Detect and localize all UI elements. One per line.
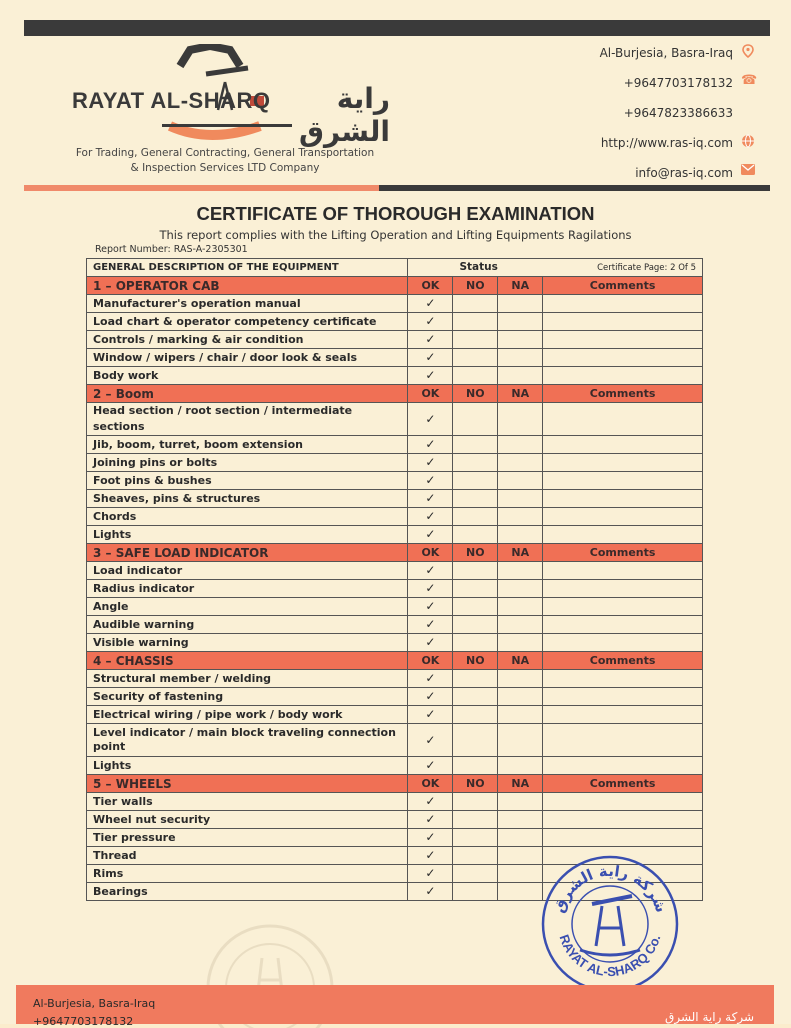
status-cell-na	[498, 472, 543, 490]
website-text: http://www.ras-iq.com	[600, 136, 733, 150]
checkmark-icon: ✓	[425, 689, 436, 703]
status-cell-no	[453, 403, 498, 436]
col-comments-header: Comments	[543, 277, 703, 295]
checkmark-icon: ✓	[425, 563, 436, 577]
table-row	[87, 508, 703, 526]
comments-cell	[543, 508, 703, 526]
status-cell-ok	[408, 403, 453, 436]
status-cell-ok	[408, 793, 453, 811]
section-title: 1 – OPERATOR CAB	[87, 277, 408, 295]
col-na-header: NA	[498, 775, 543, 793]
comments-cell	[543, 688, 703, 706]
status-cell-ok	[408, 706, 453, 724]
status-cell-na	[498, 562, 543, 580]
divider-accent	[24, 185, 379, 191]
status-cell-ok	[408, 580, 453, 598]
checkmark-icon: ✓	[425, 509, 436, 523]
status-cell-no	[453, 706, 498, 724]
status-cell-ok	[408, 295, 453, 313]
table-row	[87, 526, 703, 544]
status-cell-no	[453, 847, 498, 865]
globe-icon	[741, 134, 755, 148]
table-row	[87, 724, 703, 757]
checkmark-icon: ✓	[425, 491, 436, 505]
status-cell-ok	[408, 490, 453, 508]
checkmark-icon: ✓	[425, 473, 436, 487]
table-row	[87, 688, 703, 706]
comments-cell	[543, 598, 703, 616]
table-row	[87, 562, 703, 580]
table-row	[87, 313, 703, 331]
status-cell-na	[498, 436, 543, 454]
item-label: Bearings	[87, 883, 408, 901]
table-row	[87, 757, 703, 775]
status-cell-no	[453, 865, 498, 883]
status-cell-ok	[408, 883, 453, 901]
col-comments-header: Comments	[543, 544, 703, 562]
checkmark-icon: ✓	[425, 707, 436, 721]
svg-text:شركة راية الشرق	[550, 862, 671, 915]
top-bar	[24, 20, 770, 36]
status-cell-no	[453, 295, 498, 313]
checkmark-icon: ✓	[425, 812, 436, 826]
col-na-header: NA	[498, 544, 543, 562]
section-title: 4 – CHASSIS	[87, 652, 408, 670]
comments-cell	[543, 757, 703, 775]
footer-address: Al-Burjesia, Basra-Iraq	[33, 997, 156, 1010]
status-cell-na	[498, 811, 543, 829]
item-label: Rims	[87, 865, 408, 883]
location-pin-icon	[741, 44, 755, 58]
item-label: Thread	[87, 847, 408, 865]
stamp-arabic-text: شركة راية الشرق	[549, 861, 671, 915]
phone-1-text: +9647703178132	[623, 76, 733, 90]
status-cell-ok	[408, 670, 453, 688]
general-description-header: GENERAL DESCRIPTION OF THE EQUIPMENT	[87, 259, 408, 277]
item-label: Electrical wiring / pipe work / body work	[87, 706, 408, 724]
table-row	[87, 598, 703, 616]
document-title: CERTIFICATE OF THOROUGH EXAMINATION	[196, 203, 595, 224]
status-cell-ok	[408, 526, 453, 544]
contact-phone-2	[600, 104, 755, 134]
contact-website	[600, 134, 755, 164]
item-label: Sheaves, pins & structures	[87, 490, 408, 508]
status-cell-ok	[408, 436, 453, 454]
status-cell-na	[498, 865, 543, 883]
comments-cell	[543, 793, 703, 811]
item-label: Body work	[87, 367, 408, 385]
status-cell-ok	[408, 454, 453, 472]
status-label: Status	[459, 261, 498, 273]
item-label: Radius indicator	[87, 580, 408, 598]
table-row	[87, 829, 703, 847]
item-label: Jib, boom, turret, boom extension	[87, 436, 408, 454]
item-label: Lights	[87, 526, 408, 544]
table-row	[87, 331, 703, 349]
status-cell-no	[453, 472, 498, 490]
item-label: Tier walls	[87, 793, 408, 811]
status-cell-ok	[408, 598, 453, 616]
footer-company-ar: شركة راية الشرق	[665, 1010, 754, 1024]
section-header-row	[87, 775, 703, 793]
item-label: Manufacturer's operation manual	[87, 295, 408, 313]
comments-cell	[543, 670, 703, 688]
status-cell-no	[453, 313, 498, 331]
comments-cell	[543, 490, 703, 508]
status-cell-na	[498, 634, 543, 652]
col-na-header: NA	[498, 277, 543, 295]
status-cell-ok	[408, 829, 453, 847]
email-text: info@ras-iq.com	[635, 166, 733, 180]
phone-spacer	[741, 104, 755, 118]
status-cell-na	[498, 616, 543, 634]
item-label: Load indicator	[87, 562, 408, 580]
comments-cell	[543, 811, 703, 829]
status-cell-na	[498, 508, 543, 526]
status-cell-no	[453, 634, 498, 652]
company-name-ar: راية الشرق	[298, 82, 390, 148]
checkmark-icon: ✓	[425, 848, 436, 862]
col-ok-header: OK	[408, 385, 453, 403]
item-label: Foot pins & bushes	[87, 472, 408, 490]
tagline-line-2: & Inspection Services LTD Company	[130, 162, 320, 174]
table-row	[87, 472, 703, 490]
checkmark-icon: ✓	[425, 455, 436, 469]
status-cell-ok	[408, 508, 453, 526]
table-row	[87, 793, 703, 811]
comments-cell	[543, 706, 703, 724]
col-ok-header: OK	[408, 277, 453, 295]
status-cell-no	[453, 688, 498, 706]
status-cell-no	[453, 436, 498, 454]
telephone-icon: ☎	[741, 73, 758, 88]
status-cell-na	[498, 670, 543, 688]
status-cell-no	[453, 526, 498, 544]
table-row	[87, 670, 703, 688]
company-stamp	[540, 854, 680, 994]
status-cell-na	[498, 829, 543, 847]
item-label: Load chart & operator competency certificate	[87, 313, 408, 331]
col-comments-header: Comments	[543, 385, 703, 403]
status-cell-na	[498, 295, 543, 313]
table-row	[87, 367, 703, 385]
col-no-header: NO	[453, 775, 498, 793]
checkmark-icon: ✓	[425, 617, 436, 631]
comments-cell	[543, 367, 703, 385]
checkmark-icon: ✓	[425, 794, 436, 808]
status-cell-no	[453, 349, 498, 367]
item-label: Wheel nut security	[87, 811, 408, 829]
status-cell-na	[498, 313, 543, 331]
comments-cell	[543, 616, 703, 634]
section-header-row	[87, 652, 703, 670]
item-label: Chords	[87, 508, 408, 526]
checkmark-icon: ✓	[425, 332, 436, 346]
status-cell-no	[453, 883, 498, 901]
item-label: Joining pins or bolts	[87, 454, 408, 472]
item-label: Window / wipers / chair / door look & seals	[87, 349, 408, 367]
status-cell-na	[498, 688, 543, 706]
status-cell-ok	[408, 331, 453, 349]
checkmark-icon: ✓	[425, 368, 436, 382]
status-cell-no	[453, 331, 498, 349]
table-row	[87, 706, 703, 724]
status-cell-no	[453, 811, 498, 829]
comments-cell	[543, 829, 703, 847]
comments-cell	[543, 403, 703, 436]
status-cell-ok	[408, 865, 453, 883]
status-cell-na	[498, 331, 543, 349]
col-no-header: NO	[453, 277, 498, 295]
status-cell-no	[453, 367, 498, 385]
contact-address	[600, 44, 755, 74]
certificate-page-number: Certificate Page: 2 Of 5	[597, 263, 696, 273]
status-cell-na	[498, 580, 543, 598]
item-label: Lights	[87, 757, 408, 775]
checkmark-icon: ✓	[425, 671, 436, 685]
table-row	[87, 349, 703, 367]
col-comments-header: Comments	[543, 652, 703, 670]
col-comments-header: Comments	[543, 775, 703, 793]
table-row	[87, 490, 703, 508]
status-cell-no	[453, 580, 498, 598]
status-cell-na	[498, 403, 543, 436]
status-cell-na	[498, 598, 543, 616]
section-title: 3 – SAFE LOAD INDICATOR	[87, 544, 408, 562]
header-divider	[24, 185, 770, 191]
item-label: Visible warning	[87, 634, 408, 652]
comments-cell	[543, 526, 703, 544]
company-name-en: RAYAT AL-SHARQ	[72, 88, 271, 113]
table-row	[87, 811, 703, 829]
section-header-row	[87, 544, 703, 562]
col-no-header: NO	[453, 652, 498, 670]
col-no-header: NO	[453, 544, 498, 562]
contact-phone-1	[600, 73, 758, 104]
envelope-icon	[741, 164, 755, 178]
item-label: Angle	[87, 598, 408, 616]
comments-cell	[543, 331, 703, 349]
checkmark-icon: ✓	[425, 599, 436, 613]
item-label: Security of fastening	[87, 688, 408, 706]
comments-cell	[543, 349, 703, 367]
comments-cell	[543, 580, 703, 598]
status-cell-no	[453, 598, 498, 616]
company-logo	[60, 44, 390, 148]
status-cell-no	[453, 670, 498, 688]
table-row	[87, 616, 703, 634]
checkmark-icon: ✓	[425, 830, 436, 844]
report-number: Report Number: RAS-A-2305301	[95, 244, 248, 255]
status-cell-no	[453, 562, 498, 580]
checkmark-icon: ✓	[425, 314, 436, 328]
table-row	[87, 580, 703, 598]
table-row	[87, 634, 703, 652]
status-cell-no	[453, 793, 498, 811]
checkmark-icon: ✓	[425, 732, 436, 747]
comments-cell	[543, 472, 703, 490]
divider-dark	[379, 185, 770, 191]
item-label: Controls / marking & air condition	[87, 331, 408, 349]
footer-bar	[16, 985, 774, 1028]
company-tagline	[60, 146, 390, 176]
status-cell-na	[498, 490, 543, 508]
tagline-line-1: For Trading, General Contracting, General Transportation	[75, 147, 375, 159]
status-cell-na	[498, 883, 543, 901]
status-cell-ok	[408, 313, 453, 331]
status-cell-ok	[408, 724, 453, 757]
comments-cell	[543, 454, 703, 472]
checkmark-icon: ✓	[425, 437, 436, 451]
status-cell-na	[498, 757, 543, 775]
contact-block	[599, 44, 758, 194]
status-cell-no	[453, 508, 498, 526]
section-header-row	[87, 385, 703, 403]
status-cell-na	[498, 526, 543, 544]
status-cell-no	[453, 454, 498, 472]
item-label: Structural member / welding	[87, 670, 408, 688]
checkmark-icon: ✓	[425, 581, 436, 595]
col-na-header: NA	[498, 385, 543, 403]
address-text: Al-Burjesia, Basra-Iraq	[599, 46, 733, 60]
status-cell-ok	[408, 367, 453, 385]
status-cell-na	[498, 847, 543, 865]
comments-cell	[543, 634, 703, 652]
status-cell-na	[498, 349, 543, 367]
table-row	[87, 295, 703, 313]
checkmark-icon: ✓	[425, 758, 436, 772]
stamp-seal-icon	[540, 854, 680, 994]
item-label: Head section / root section / intermediate sections	[87, 403, 408, 436]
footer-phone: +9647703178132	[33, 1015, 134, 1028]
status-cell-na	[498, 454, 543, 472]
checkmark-icon: ✓	[425, 296, 436, 310]
status-cell-na	[498, 706, 543, 724]
table-row	[87, 454, 703, 472]
comments-cell	[543, 295, 703, 313]
status-cell-na	[498, 724, 543, 757]
status-cell-na	[498, 793, 543, 811]
status-cell-ok	[408, 847, 453, 865]
item-label: Audible warning	[87, 616, 408, 634]
document-subtitle: This report complies with the Lifting Operation and Lifting Equipments Ragilations	[159, 228, 632, 242]
table-row	[87, 403, 703, 436]
status-cell-no	[453, 829, 498, 847]
status-header	[408, 259, 703, 277]
col-ok-header: OK	[408, 544, 453, 562]
table-row	[87, 436, 703, 454]
item-label: Tier pressure	[87, 829, 408, 847]
status-cell-no	[453, 757, 498, 775]
checkmark-icon: ✓	[425, 635, 436, 649]
general-header-row	[87, 259, 703, 277]
section-title: 5 – WHEELS	[87, 775, 408, 793]
comments-cell	[543, 436, 703, 454]
status-cell-ok	[408, 811, 453, 829]
stamp-english-text: RAYAT AL-SHARQ Co.	[556, 932, 664, 980]
col-na-header: NA	[498, 652, 543, 670]
status-cell-ok	[408, 634, 453, 652]
comments-cell	[543, 313, 703, 331]
checkmark-icon: ✓	[425, 350, 436, 364]
status-cell-ok	[408, 757, 453, 775]
section-title: 2 – Boom	[87, 385, 408, 403]
status-cell-ok	[408, 349, 453, 367]
checkmark-icon: ✓	[425, 884, 436, 898]
status-cell-ok	[408, 472, 453, 490]
col-no-header: NO	[453, 385, 498, 403]
status-cell-no	[453, 616, 498, 634]
checkmark-icon: ✓	[425, 866, 436, 880]
examination-table	[86, 258, 703, 901]
status-cell-no	[453, 490, 498, 508]
col-ok-header: OK	[408, 652, 453, 670]
status-cell-ok	[408, 562, 453, 580]
status-cell-ok	[408, 616, 453, 634]
checkmark-icon: ✓	[425, 527, 436, 541]
item-label: Level indicator / main block traveling connection point	[87, 724, 408, 757]
section-header-row	[87, 277, 703, 295]
comments-cell	[543, 724, 703, 757]
status-cell-ok	[408, 688, 453, 706]
checkmark-icon: ✓	[425, 411, 436, 426]
phone-2-text: +9647823386633	[623, 106, 733, 120]
col-ok-header: OK	[408, 775, 453, 793]
comments-cell	[543, 562, 703, 580]
status-cell-na	[498, 367, 543, 385]
status-cell-no	[453, 724, 498, 757]
